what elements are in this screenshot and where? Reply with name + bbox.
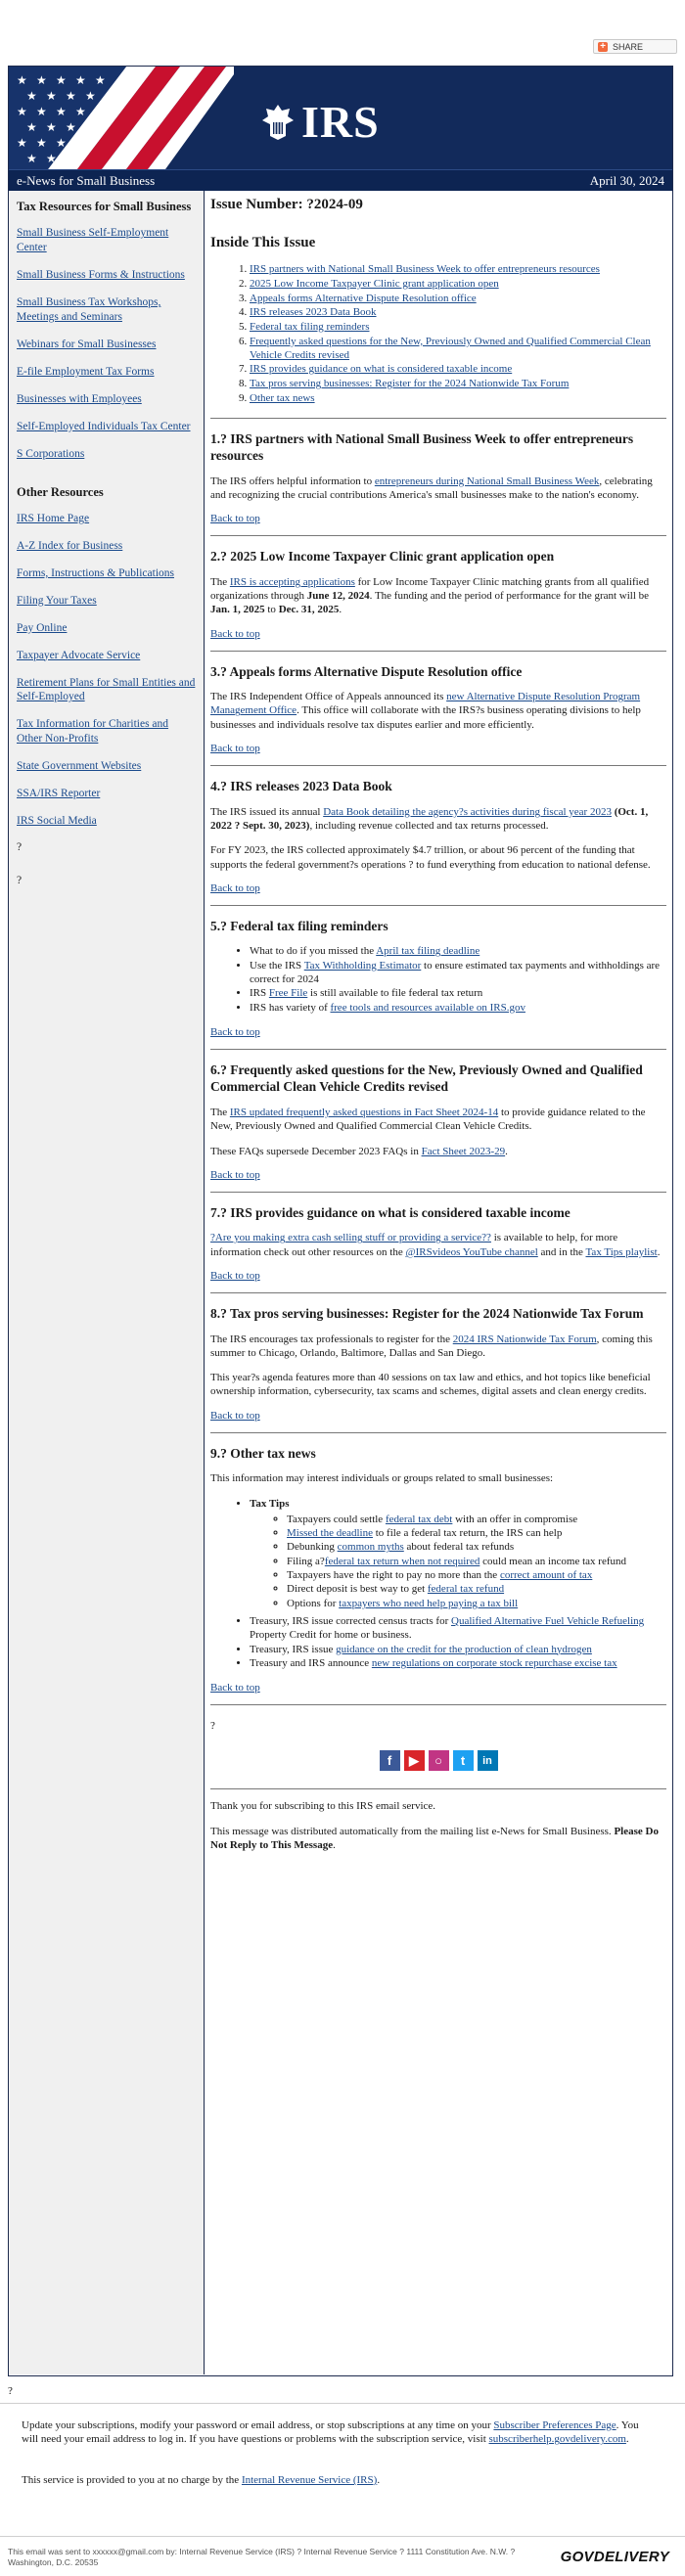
twitter-icon[interactable]: t xyxy=(453,1750,474,1771)
govdelivery-strip xyxy=(0,2539,685,2576)
list-item: ◦ Debunking common myths about federal tax refunds xyxy=(287,1540,666,1554)
list-link[interactable]: Qualified Alternative Fuel Vehicle Refueling xyxy=(451,1614,645,1627)
youtube-icon[interactable]: ▶ xyxy=(404,1750,425,1771)
toc-link[interactable]: IRS releases 2023 Data Book xyxy=(250,306,377,319)
section-9-title: 9.? Other tax news xyxy=(210,1445,316,1461)
list-link[interactable]: federal tax refund xyxy=(427,1583,505,1596)
section-4-text: The IRS issued its annual Data Book detailing the agency?s activities during fiscal year 2023 (Oct. 1, 2022 ? Sept. 30, 2023), including revenue collected and tax returns processed. xyxy=(210,805,649,832)
list-item: • IRS has variety of free tools and resources available on IRS.gov xyxy=(250,1001,666,1015)
section-6-text: The IRS updated frequently asked questions in Fact Sheet 2024-14 to provide guidance related to the New, Previously Owned and Qualified Commercial Clean Vehicle Credits. xyxy=(210,1106,646,1133)
list-link[interactable]: correct amount of tax xyxy=(499,1569,593,1582)
list-item: • Treasury and IRS announce new regulations on corporate stock repurchase excise tax xyxy=(250,1656,666,1670)
section-2-link[interactable]: IRS is accepting applications xyxy=(229,575,355,588)
svg-text:★: ★ xyxy=(36,105,47,118)
section-4-text-2: For FY 2023, the IRS collected approximately $4.7 trillion, or about 96 percent of the funding that supports the federal government?s operations ? to fund everything from education to national defense. xyxy=(210,844,651,871)
subscriber-help-link[interactable]: subscriberhelp.govdelivery.com xyxy=(488,2433,626,2446)
toc-item xyxy=(250,263,666,277)
sidebar-link[interactable]: Small Business Self-Employment Center xyxy=(17,227,169,254)
sidebar-link[interactable]: Tax Information for Charities and Other Non-Profits xyxy=(17,718,169,746)
toc-item xyxy=(250,306,666,320)
toc-item xyxy=(250,278,666,292)
svg-text:★: ★ xyxy=(26,89,37,103)
section-6-title: 6.? Frequently asked questions for the New, Previously Owned and Qualified Commercial Clean Vehicle Credits revised xyxy=(210,1062,643,1095)
divider xyxy=(210,418,666,419)
list-item: • Treasury, IRS issue guidance on the credit for the production of clean hydrogen xyxy=(250,1643,666,1656)
svg-text:★: ★ xyxy=(56,136,67,150)
section-8-text: The IRS encourages tax professionals to register for the 2024 IRS Nationwide Tax Forum, coming this summer to Chicago, Orlando, Baltimore, Dallas and San Diego. xyxy=(210,1333,653,1359)
sidebar-link[interactable]: Taxpayer Advocate Service xyxy=(17,649,141,661)
section-6-link[interactable]: IRS updated frequently asked questions in Fact Sheet 2024-14 xyxy=(229,1106,499,1118)
toc-link[interactable]: Other tax news xyxy=(250,391,315,404)
toc-link[interactable]: Frequently asked questions for the New, Previously Owned and Qualified Commercial Clean Vehicle Credits revised xyxy=(250,335,651,361)
section-3-link[interactable]: new Alternative Dispute Resolution Program Management Office xyxy=(210,691,641,717)
sent-to-text: This email was sent to xxxxxx@gmail.com by: Internal Revenue Service (IRS) ? Internal Revenue Service ? 1111 Constitution Ave. N.W. ? Washington, D.C. 20535 xyxy=(8,2547,516,2567)
placeholder-text: ? xyxy=(210,1720,215,1733)
back-to-top-link[interactable]: Back to top xyxy=(210,1168,260,1181)
plus-icon: + xyxy=(598,42,608,52)
linkedin-icon[interactable]: in xyxy=(478,1750,498,1771)
sidebar-link[interactable]: Small Business Forms & Instructions xyxy=(17,269,185,282)
back-to-top-link[interactable]: Back to top xyxy=(210,1682,260,1695)
section-4-link[interactable]: Data Book detailing the agency?s activities during fiscal year 2023 xyxy=(323,805,612,818)
irs-logo xyxy=(260,96,380,148)
svg-text:★: ★ xyxy=(66,120,76,134)
list-item: ◦ Missed the deadline to file a federal tax return, the IRS can help xyxy=(287,1526,666,1540)
list-item: ◦ Filing a?federal tax return when not required could mean an income tax refund xyxy=(287,1555,666,1568)
distribution-text: This message was distributed automatically from the mailing list e-News for Small Business. Please Do Not Reply to This Message. xyxy=(210,1825,659,1851)
svg-text:★: ★ xyxy=(17,73,27,87)
svg-text:★: ★ xyxy=(17,105,27,118)
section-7-title: 7.? IRS provides guidance on what is considered taxable income xyxy=(210,1204,571,1220)
svg-text:★: ★ xyxy=(46,152,57,165)
section-9-list xyxy=(210,1497,666,1671)
svg-text:★: ★ xyxy=(95,73,106,87)
issue-number: Issue Number: ?2024-09 xyxy=(210,197,363,212)
list-item: • IRS Free File is still available to file federal tax return xyxy=(250,986,666,1000)
toc-link[interactable]: Tax pros serving businesses: Register for the 2024 Nationwide Tax Forum xyxy=(250,378,570,389)
subscription-text: Update your subscriptions, modify your password or email address, or stop subscriptions at any time on your Subscriber Preferences Page. You will need your email address to log in. If you have questions or problems with the subscription service, visit subscriberhelp.govdelivery.com. xyxy=(22,2419,639,2446)
footer-divider xyxy=(0,2403,685,2404)
divider xyxy=(210,651,666,652)
section-6-text-2: These FAQs supersede December 2023 FAQs in Fact Sheet 2023-29. xyxy=(210,1145,508,1157)
sidebar-link[interactable]: State Government Websites xyxy=(17,760,142,773)
section-8-link[interactable]: 2024 IRS Nationwide Tax Forum xyxy=(452,1333,597,1345)
toc-link[interactable]: Federal tax filing reminders xyxy=(250,321,370,333)
list-link[interactable]: guidance on the credit for the production of clean hydrogen xyxy=(336,1643,592,1655)
share-label: SHARE xyxy=(613,41,644,52)
toc-item xyxy=(250,293,666,306)
svg-text:★: ★ xyxy=(56,73,67,87)
divider xyxy=(210,1292,666,1293)
list-item: ◦ Taxpayers could settle federal tax debt with an offer in compromise xyxy=(287,1513,666,1526)
back-to-top-link[interactable]: Back to top xyxy=(210,743,260,755)
section-2-title: 2.? 2025 Low Income Taxpayer Clinic grant application open xyxy=(210,549,555,565)
back-to-top-link[interactable]: Back to top xyxy=(210,881,260,894)
section-1-text: The IRS offers helpful information to entrepreneurs during National Small Business Week, celebrating and recognizing the crucial contributions America's small businesses make to the nation's economy. xyxy=(210,475,653,501)
divider xyxy=(210,535,666,536)
sidebar-link[interactable]: Businesses with Employees xyxy=(17,392,142,405)
sidebar-link[interactable]: S Corporations xyxy=(17,447,85,460)
subscriber-preferences-link[interactable]: Subscriber Preferences Page xyxy=(493,2419,616,2431)
list-link[interactable]: April tax filing deadline xyxy=(376,945,480,958)
sidebar-link[interactable]: Retirement Plans for Small Entities and Self-Employed xyxy=(17,676,196,703)
sidebar-link[interactable]: E-file Employment Tax Forms xyxy=(17,365,155,378)
back-to-top-link[interactable]: Back to top xyxy=(210,627,260,640)
irs-logo-text: IRS xyxy=(301,97,380,147)
share-button[interactable] xyxy=(593,39,677,54)
back-to-top-link[interactable]: Back to top xyxy=(210,1025,260,1038)
toc-item xyxy=(250,363,666,377)
govdelivery-logo: GOVDELIVERY xyxy=(560,2549,669,2565)
newsletter-frame xyxy=(8,66,673,2376)
thanks-text: Thank you for subscribing to this IRS email service. xyxy=(210,1800,436,1813)
enews-bar xyxy=(9,169,672,191)
toc-item xyxy=(250,336,666,363)
list-link[interactable]: federal tax return when not required xyxy=(324,1555,480,1567)
list-link[interactable]: Tax Withholding Estimator xyxy=(303,959,422,972)
section-8-text-2: This year?s agenda features more than 40 sessions on tax law and ethics, and hot topics like beneficial ownership information, cybersecurity, tax scams and schemes, digital assets and clean energy credits. xyxy=(210,1372,651,1398)
list-item: • Treasury, IRS issue corrected census tracts for Qualified Alternative Fuel Vehicle Refueling Property Credit for home or business. xyxy=(250,1614,666,1643)
toc-link[interactable]: Appeals forms Alternative Dispute Resolution office xyxy=(250,292,477,304)
enews-title: e-News for Small Business xyxy=(17,172,156,188)
list-item: ◦ Taxpayers have the right to pay no more than the correct amount of tax xyxy=(287,1568,666,1582)
sidebar-placeholder: ? xyxy=(17,841,23,854)
svg-text:★: ★ xyxy=(75,73,86,87)
section-3-title: 3.? Appeals forms Alternative Dispute Resolution office xyxy=(210,663,523,679)
flag-graphic xyxy=(9,67,234,169)
back-to-top-link[interactable]: Back to top xyxy=(210,1409,260,1422)
youtube-channel-link[interactable]: @IRSvideos YouTube channel xyxy=(405,1245,538,1258)
sidebar-link[interactable]: Small Business Tax Workshops, Meetings and Seminars xyxy=(17,296,161,323)
back-to-top-link[interactable]: Back to top xyxy=(210,1269,260,1282)
toc-link[interactable]: 2025 Low Income Taxpayer Clinic grant application open xyxy=(250,277,499,290)
svg-text:★: ★ xyxy=(26,120,37,134)
section-3-text: The IRS Independent Office of Appeals announced its new Alternative Dispute Resolution Program Management Office. This office will collaborate with the IRS?s business operating divisions to help businesses and individuals resolve tax disputes earlier and more efficiently. xyxy=(210,691,641,731)
svg-text:★: ★ xyxy=(17,136,27,150)
svg-text:★: ★ xyxy=(26,152,37,165)
list-link[interactable]: taxpayers who need help paying a tax bill xyxy=(339,1597,519,1609)
section-7-text: ?Are you making extra cash selling stuff or providing a service?? is available to help, for more information check out other resources on the @IRSvideos YouTube channel and in the Tax Tips playlist. xyxy=(210,1232,661,1258)
list-item: • Tax Tips ◦ Taxpayers could settle federal tax debt with an offer in compromise ◦ Missed the deadline to file a federal tax return, the IRS can help ◦ Debunking common myths about federal tax refunds ◦ Filing a?federal tax return when not required could mean an income tax refund ◦ Taxpayers have the right to pay no more than the correct amount of tax ◦ Direct deposit is best way to get federal tax refund ◦ Options for taxpayers who need help paying a tax bill xyxy=(250,1497,666,1610)
svg-text:★: ★ xyxy=(36,73,47,87)
section-6-link-2[interactable]: Fact Sheet 2023-29 xyxy=(421,1145,506,1157)
list-link[interactable]: new regulations on corporate stock repurchase excise tax xyxy=(371,1656,617,1669)
main-content xyxy=(205,191,672,2374)
section-1-title: 1.? IRS partners with National Small Business Week to offer entrepreneurs resources xyxy=(210,430,634,464)
section-9-intro: This information may interest individuals or groups related to small businesses: xyxy=(210,1472,554,1485)
eagle-icon xyxy=(260,103,296,142)
divider xyxy=(210,765,666,766)
irs-link[interactable]: Internal Revenue Service (IRS) xyxy=(241,2474,378,2486)
svg-text:★: ★ xyxy=(36,136,47,150)
section-7-link[interactable]: ?Are you making extra cash selling stuff or providing a service?? xyxy=(210,1232,491,1244)
toc-item xyxy=(250,378,666,391)
instagram-icon[interactable]: ○ xyxy=(429,1750,449,1771)
tax-tips-list xyxy=(250,1513,666,1610)
list-link[interactable]: Missed the deadline xyxy=(287,1527,373,1540)
tax-tips-playlist-link[interactable]: Tax Tips playlist xyxy=(585,1245,658,1258)
toc-link[interactable]: IRS provides guidance on what is considered taxable income xyxy=(250,363,513,376)
section-8-title: 8.? Tax pros serving businesses: Register for the 2024 Nationwide Tax Forum xyxy=(210,1305,644,1321)
sidebar-link[interactable]: Webinars for Small Businesses xyxy=(17,338,157,350)
svg-text:★: ★ xyxy=(56,105,67,118)
divider xyxy=(210,1192,666,1193)
svg-text:★: ★ xyxy=(46,89,57,103)
sidebar xyxy=(9,191,205,2374)
list-item: ◦ Options for taxpayers who need help paying a tax bill xyxy=(287,1597,666,1610)
list-link[interactable]: Free File xyxy=(268,987,308,1000)
list-item: • Use the IRS Tax Withholding Estimator to ensure estimated tax payments and withholdings are correct for 2024 xyxy=(250,959,666,987)
sidebar-placeholder: ? xyxy=(17,875,23,887)
divider xyxy=(210,1432,666,1433)
svg-text:★: ★ xyxy=(85,89,96,103)
content-columns xyxy=(9,191,672,2374)
facebook-icon[interactable]: f xyxy=(380,1750,400,1771)
svg-text:★: ★ xyxy=(75,105,86,118)
section-4-title: 4.? IRS releases 2023 Data Book xyxy=(210,779,392,794)
list-link[interactable]: federal tax debt xyxy=(385,1513,453,1525)
sidebar-heading-other-resources: Other Resources xyxy=(17,484,104,499)
toc-item xyxy=(250,392,666,406)
sidebar-heading-tax-resources: Tax Resources for Small Business xyxy=(17,200,192,213)
back-to-top-link[interactable]: Back to top xyxy=(210,513,260,525)
sidebar-link[interactable]: Self-Employed Individuals Tax Center xyxy=(17,420,191,432)
share-area xyxy=(0,0,685,65)
svg-text:★: ★ xyxy=(66,89,76,103)
divider xyxy=(210,1704,666,1705)
sidebar-link[interactable]: Forms, Instructions & Publications xyxy=(17,566,174,579)
section-1-link[interactable]: entrepreneurs during National Small Business Week xyxy=(374,475,600,487)
irs-banner xyxy=(9,67,672,169)
footer-divider xyxy=(0,2536,685,2537)
toc-item xyxy=(250,321,666,335)
divider xyxy=(210,1788,666,1789)
sidebar-link[interactable]: SSA/IRS Reporter xyxy=(17,788,101,800)
issue-date: April 30, 2024 xyxy=(589,172,664,188)
list-link[interactable]: common myths xyxy=(337,1541,404,1554)
social-icons xyxy=(210,1750,666,1771)
section-2-text: The IRS is accepting applications for Low Income Taxpayer Clinic matching grants from all qualified organizations through June 12, 2024. The funding and the period of performance for the grant will be Jan. 1, 2025 to Dec. 31, 2025. xyxy=(210,575,650,616)
section-5-title: 5.? Federal tax filing reminders xyxy=(210,918,388,933)
list-item: ◦ Direct deposit is best way to get federal tax refund xyxy=(287,1582,666,1596)
placeholder-text: ? xyxy=(8,2385,13,2397)
list-link[interactable]: free tools and resources available on IRS.gov xyxy=(330,1001,525,1014)
inside-heading: Inside This Issue xyxy=(210,235,316,250)
toc-link[interactable]: IRS partners with National Small Business Week to offer entrepreneurs resources xyxy=(250,263,600,275)
list-item: • What to do if you missed the April tax filing deadline xyxy=(250,944,666,958)
section-5-list xyxy=(210,944,666,1014)
svg-text:★: ★ xyxy=(46,120,57,134)
table-of-contents xyxy=(210,263,666,406)
sidebar-link[interactable]: A-Z Index for Business xyxy=(17,539,123,552)
divider xyxy=(210,1049,666,1050)
divider xyxy=(210,905,666,906)
sidebar-link[interactable]: IRS Home Page xyxy=(17,512,90,524)
sidebar-link[interactable]: IRS Social Media xyxy=(17,815,97,828)
sidebar-link[interactable]: Pay Online xyxy=(17,621,68,634)
service-text: This service is provided to you at no charge by the Internal Revenue Service (IRS). xyxy=(22,2474,381,2486)
sidebar-link[interactable]: Filing Your Taxes xyxy=(17,594,97,607)
